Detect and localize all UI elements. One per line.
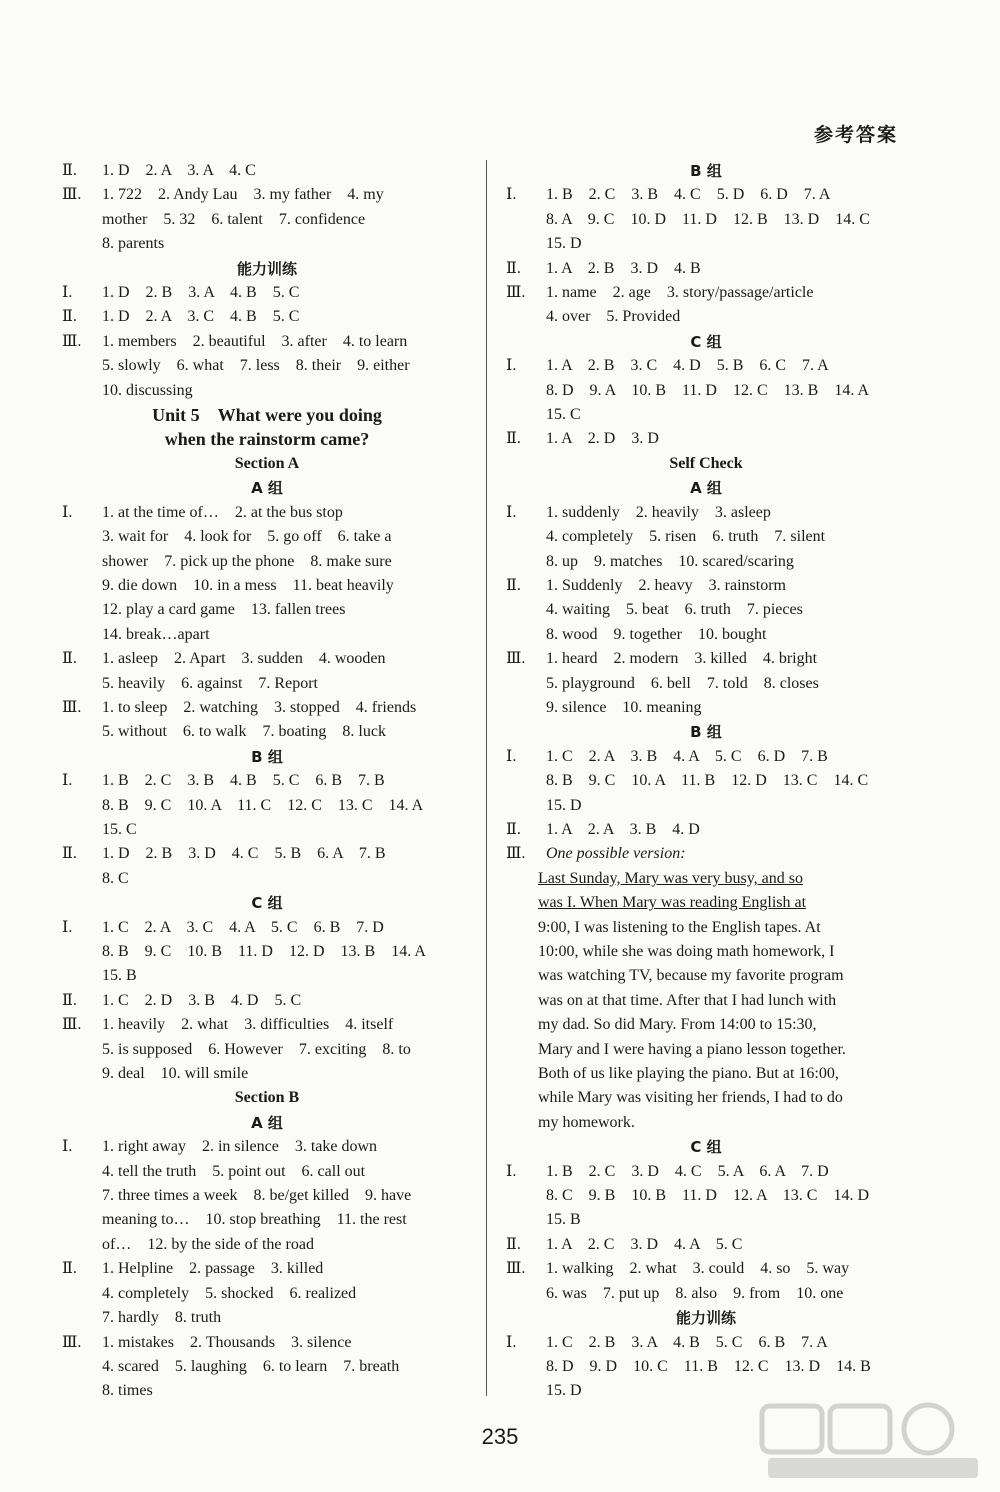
answer-line: 1. A 2. B 3. D 4. B [546,259,701,277]
group-heading: B 组 [251,747,283,766]
answer-line: 15. D [546,1382,582,1400]
answer-block [506,1257,906,1306]
group-heading: A 组 [251,1113,283,1132]
answer-line: 4. over 5. Provided [546,308,681,326]
answer-line: 15. D [546,796,582,814]
answer-line: 1. D 2. B 3. D 4. C 5. B 6. A 7. B [102,845,386,863]
answer-text [102,1331,472,1404]
question-number: Ⅰ. [506,747,517,765]
answer-text [546,1257,906,1306]
answer-block [62,1013,472,1086]
answer-line: 1. to sleep 2. watching 3. stopped 4. friends [102,698,417,716]
answer-line: 5. heavily 6. against 7. Report [102,674,318,692]
answer-line: One possible version: [546,845,686,863]
answer-line: 8. C 9. B 10. B 11. D 12. A 13. C 14. D [546,1187,869,1205]
answer-line: 1. heavily 2. what 3. difficulties 4. itself [102,1016,394,1034]
answer-line: 1. asleep 2. Apart 3. sudden 4. wooden [102,650,386,668]
question-number: Ⅱ. [62,845,77,863]
question-number: Ⅰ. [506,1333,517,1351]
answer-text [546,501,906,574]
section-heading: Section A [234,454,300,472]
answer-text [102,989,472,1013]
answer-block [62,281,472,305]
answer-block [506,745,906,818]
answer-line: 10. discussing [102,381,193,399]
answer-line: 4. scared 5. laughing 6. to learn 7. breath [102,1357,400,1375]
answer-line: 8. C [102,869,129,887]
essay-line: was on at that time. After that I had lunch with [538,991,837,1009]
sample-essay [506,867,906,1135]
answer-line: 8. parents [102,235,165,253]
group-heading: 能力训练 [236,259,297,278]
group-heading: A 组 [251,479,283,498]
answer-block [62,842,472,891]
answer-text [102,1135,472,1257]
answer-line: 1. B 2. C 3. D 4. C 5. A 6. A 7. D [546,1162,829,1180]
column-divider [486,160,487,1396]
answer-text [102,916,472,989]
question-number: Ⅱ. [62,650,77,668]
answer-block [62,305,472,329]
answer-line: 4. completely 5. shocked 6. realized [102,1284,357,1302]
watermark-logo-icon [758,1402,988,1484]
answer-line: 4. completely 5. risen 6. truth 7. silent [546,528,826,546]
answer-block [506,281,906,330]
question-number: Ⅱ. [62,991,77,1009]
group-heading: 能力训练 [675,1309,736,1328]
group-heading: B 组 [690,162,722,180]
answer-line: 14. break…apart [102,625,210,643]
answer-block [62,1331,472,1404]
left-column [62,159,472,1404]
answer-text [102,647,472,696]
answer-line: 1. A 2. D 3. D [546,430,659,448]
answer-block [62,647,472,696]
answer-line: 9. silence 10. meaning [546,698,702,716]
section-heading: Section B [234,1089,300,1107]
page-number: 235 [481,1424,519,1449]
answer-line: 1. D 2. A 3. A 4. C [102,162,256,179]
answer-block [62,159,472,183]
answer-text [102,330,472,403]
answer-line: 1. name 2. age 3. story/passage/article [546,284,814,302]
answer-line: 8. wood 9. together 10. bought [546,625,767,643]
answer-line: 8. D 9. A 10. B 11. D 12. C 13. B 14. A [546,381,869,399]
answer-line: meaning to… 10. stop breathing 11. the rest [102,1211,407,1229]
group-heading: A 组 [690,479,722,498]
answer-line: 1. right away 2. in silence 3. take down [102,1138,378,1156]
group-heading: B 组 [690,723,722,742]
essay-line: while Mary was visiting her friends, I had to do [538,1089,843,1107]
answer-line: 1. A 2. B 3. C 4. D 5. B 6. C 7. A [546,357,829,375]
question-number: Ⅲ. [506,845,526,863]
answer-line: 1. D 2. B 3. A 4. B 5. C [102,284,300,302]
question-number: Ⅱ. [62,1260,77,1278]
answer-line: 1. Helpline 2. passage 3. killed [102,1260,324,1278]
answer-line: of… 12. by the side of the road [102,1235,314,1253]
answer-text [102,305,472,329]
essay-line: was watching TV, because my favorite program [538,967,844,985]
answer-line: 12. play a card game 13. fallen trees [102,601,346,619]
answer-text [102,501,472,647]
answer-line: 8. B 9. C 10. A 11. C 12. C 13. C 14. A [102,796,424,814]
answer-block [62,696,472,745]
answer-line: 5. without 6. to walk 7. boating 8. luck [102,723,386,741]
essay-line: my dad. So did Mary. From 14:00 to 15:30, [538,1016,817,1034]
answer-block [506,1233,906,1257]
answer-block [506,183,906,256]
answer-line: 1. 722 2. Andy Lau 3. my father 4. my [102,186,384,204]
answer-line: 5. slowly 6. what 7. less 8. their 9. either [102,357,410,375]
essay-line: Both of us like playing the piano. But at 16:00, [538,1065,839,1083]
answer-line: 1. A 2. A 3. B 4. D [546,820,700,838]
question-number: Ⅰ. [62,1138,73,1156]
unit-title: when the rainstorm came? [164,429,370,450]
answer-line: 15. C [546,406,581,424]
answer-block [62,769,472,842]
essay-line: 10:00, while she was doing math homework, I [538,943,835,960]
essay-line: Mary and I were having a piano lesson together. [538,1040,846,1058]
group-heading: C 组 [690,332,722,351]
answer-line: 15. B [102,967,137,985]
answer-text [546,354,906,427]
answer-text [102,1013,472,1086]
answer-line: 1. C 2. A 3. C 4. A 5. C 6. B 7. D [102,918,384,936]
answer-line: 8. B 9. C 10. A 11. B 12. D 13. C 14. C [546,772,869,790]
essay-line: Last Sunday, Mary was very busy, and so [538,869,803,887]
question-number: Ⅰ. [506,503,517,521]
section-heading: Self Check [669,454,743,472]
essay-line: 9:00, I was listening to the English tapes. At [538,918,821,936]
question-number: Ⅱ. [506,576,521,594]
answer-line: 1. A 2. C 3. D 4. A 5. C [546,1235,743,1253]
answer-line: 8. A 9. C 10. D 11. D 12. B 13. D 14. C [546,210,870,228]
question-number: Ⅲ. [62,1333,82,1351]
answer-text [546,1331,906,1404]
question-number: Ⅱ. [506,259,521,277]
answer-line: 1. mistakes 2. Thousands 3. silence [102,1333,352,1351]
answer-block [506,257,906,281]
answer-line: 5. is supposed 6. However 7. exciting 8. to [102,1040,411,1058]
answer-block [62,916,472,989]
answer-text [546,257,906,281]
answer-block [506,501,906,574]
question-number: Ⅱ. [506,820,521,838]
answer-line: 1. B 2. C 3. B 4. B 5. C 6. B 7. B [102,772,385,790]
answer-text [546,1160,906,1233]
answer-line: 3. wait for 4. look for 5. go off 6. take a [102,528,392,546]
answer-block [62,1135,472,1257]
question-number: Ⅰ. [62,503,73,521]
answer-text [102,183,472,256]
answer-block [506,1331,906,1404]
answer-block [62,989,472,1013]
question-number: Ⅰ. [62,284,73,302]
answer-line: 4. waiting 5. beat 6. truth 7. pieces [546,601,803,619]
answer-block [62,330,472,403]
answer-text [546,647,906,720]
question-number: Ⅱ. [506,1235,521,1253]
answer-text [546,574,906,647]
answer-block [506,574,906,647]
answer-line: 1. C 2. D 3. B 4. D 5. C [102,991,302,1009]
question-number: Ⅲ. [62,186,82,204]
answer-block [62,1257,472,1330]
answer-line: 1. heard 2. modern 3. killed 4. bright [546,650,818,668]
answer-text [546,427,906,451]
question-number: Ⅰ. [62,772,73,790]
answer-block [506,647,906,720]
answer-line: 1. C 2. A 3. B 4. A 5. C 6. D 7. B [546,747,828,765]
answer-line: 9. deal 10. will smile [102,1065,249,1083]
answer-text [102,842,472,891]
question-number: Ⅲ. [506,284,526,302]
question-number: Ⅰ. [506,357,517,375]
answer-line: 4. tell the truth 5. point out 6. call out [102,1162,366,1180]
question-number: Ⅲ. [62,1016,82,1034]
answer-line: mother 5. 32 6. talent 7. confidence [102,210,366,228]
question-number: Ⅰ. [506,1162,517,1180]
answer-block [506,354,906,427]
answer-text [102,1257,472,1330]
answer-line: 8. times [102,1382,153,1400]
answer-line: 1. B 2. C 3. B 4. C 5. D 6. D 7. A [546,186,831,204]
answer-line: 1. Suddenly 2. heavy 3. rainstorm [546,576,786,594]
right-column [506,159,906,1404]
question-number: Ⅰ. [62,918,73,936]
answer-line: 1. D 2. A 3. C 4. B 5. C [102,308,300,326]
answer-block [506,818,906,842]
answer-block [506,842,906,866]
question-number: Ⅲ. [62,698,82,716]
answer-block [506,1160,906,1233]
essay-line: my homework. [538,1113,635,1131]
answer-block [506,427,906,451]
answer-line: 1. suddenly 2. heavily 3. asleep [546,503,771,521]
question-number: Ⅰ. [506,186,517,204]
answer-text [102,769,472,842]
question-number: Ⅲ. [506,1260,526,1278]
answer-text [546,183,906,256]
answer-line: 8. B 9. C 10. B 11. D 12. D 13. B 14. A [102,943,426,960]
answer-block [62,183,472,256]
answer-line: 7. three times a week 8. be/get killed 9. have [102,1187,412,1205]
question-number: Ⅲ. [506,650,526,668]
answer-line: 6. was 7. put up 8. also 9. from 10. one [546,1284,844,1302]
answer-text [102,159,472,183]
question-number: Ⅱ. [62,308,77,326]
unit-title: Unit 5 What were you doing [152,405,382,426]
answer-text [102,281,472,305]
group-heading: C 组 [251,894,283,913]
answer-line: 8. D 9. D 10. C 11. B 12. C 13. D 14. B [546,1357,871,1375]
essay-line: was I. When Mary was reading English at [538,894,807,912]
answer-line: 9. die down 10. in a mess 11. beat heavily [102,576,394,594]
answer-line: 1. members 2. beautiful 3. after 4. to learn [102,332,408,350]
answer-line: 1. walking 2. what 3. could 4. so 5. way [546,1260,850,1278]
answer-line: 7. hardly 8. truth [102,1309,222,1327]
answer-text [102,696,472,745]
page-header: 参考答案 [813,124,898,146]
answer-text [546,281,906,330]
answer-line: shower 7. pick up the phone 8. make sure [102,552,392,570]
answer-line: 1. C 2. B 3. A 4. B 5. C 6. B 7. A [546,1333,828,1351]
answer-line: 1. at the time of… 2. at the bus stop [102,503,343,521]
answer-text [546,1233,906,1257]
answer-line: 5. playground 6. bell 7. told 8. closes [546,674,819,692]
answer-line: 15. C [102,820,137,838]
answer-line: 15. B [546,1211,581,1229]
answer-text [546,818,906,842]
answer-line: 15. D [546,235,582,253]
answer-block [62,501,472,647]
question-number: Ⅱ. [62,162,77,179]
question-number: Ⅱ. [506,430,521,448]
group-heading: C 组 [690,1138,722,1157]
question-number: Ⅲ. [62,332,82,350]
answer-line: 8. up 9. matches 10. scared/scaring [546,552,794,570]
answer-text [546,842,906,866]
answer-text [546,745,906,818]
